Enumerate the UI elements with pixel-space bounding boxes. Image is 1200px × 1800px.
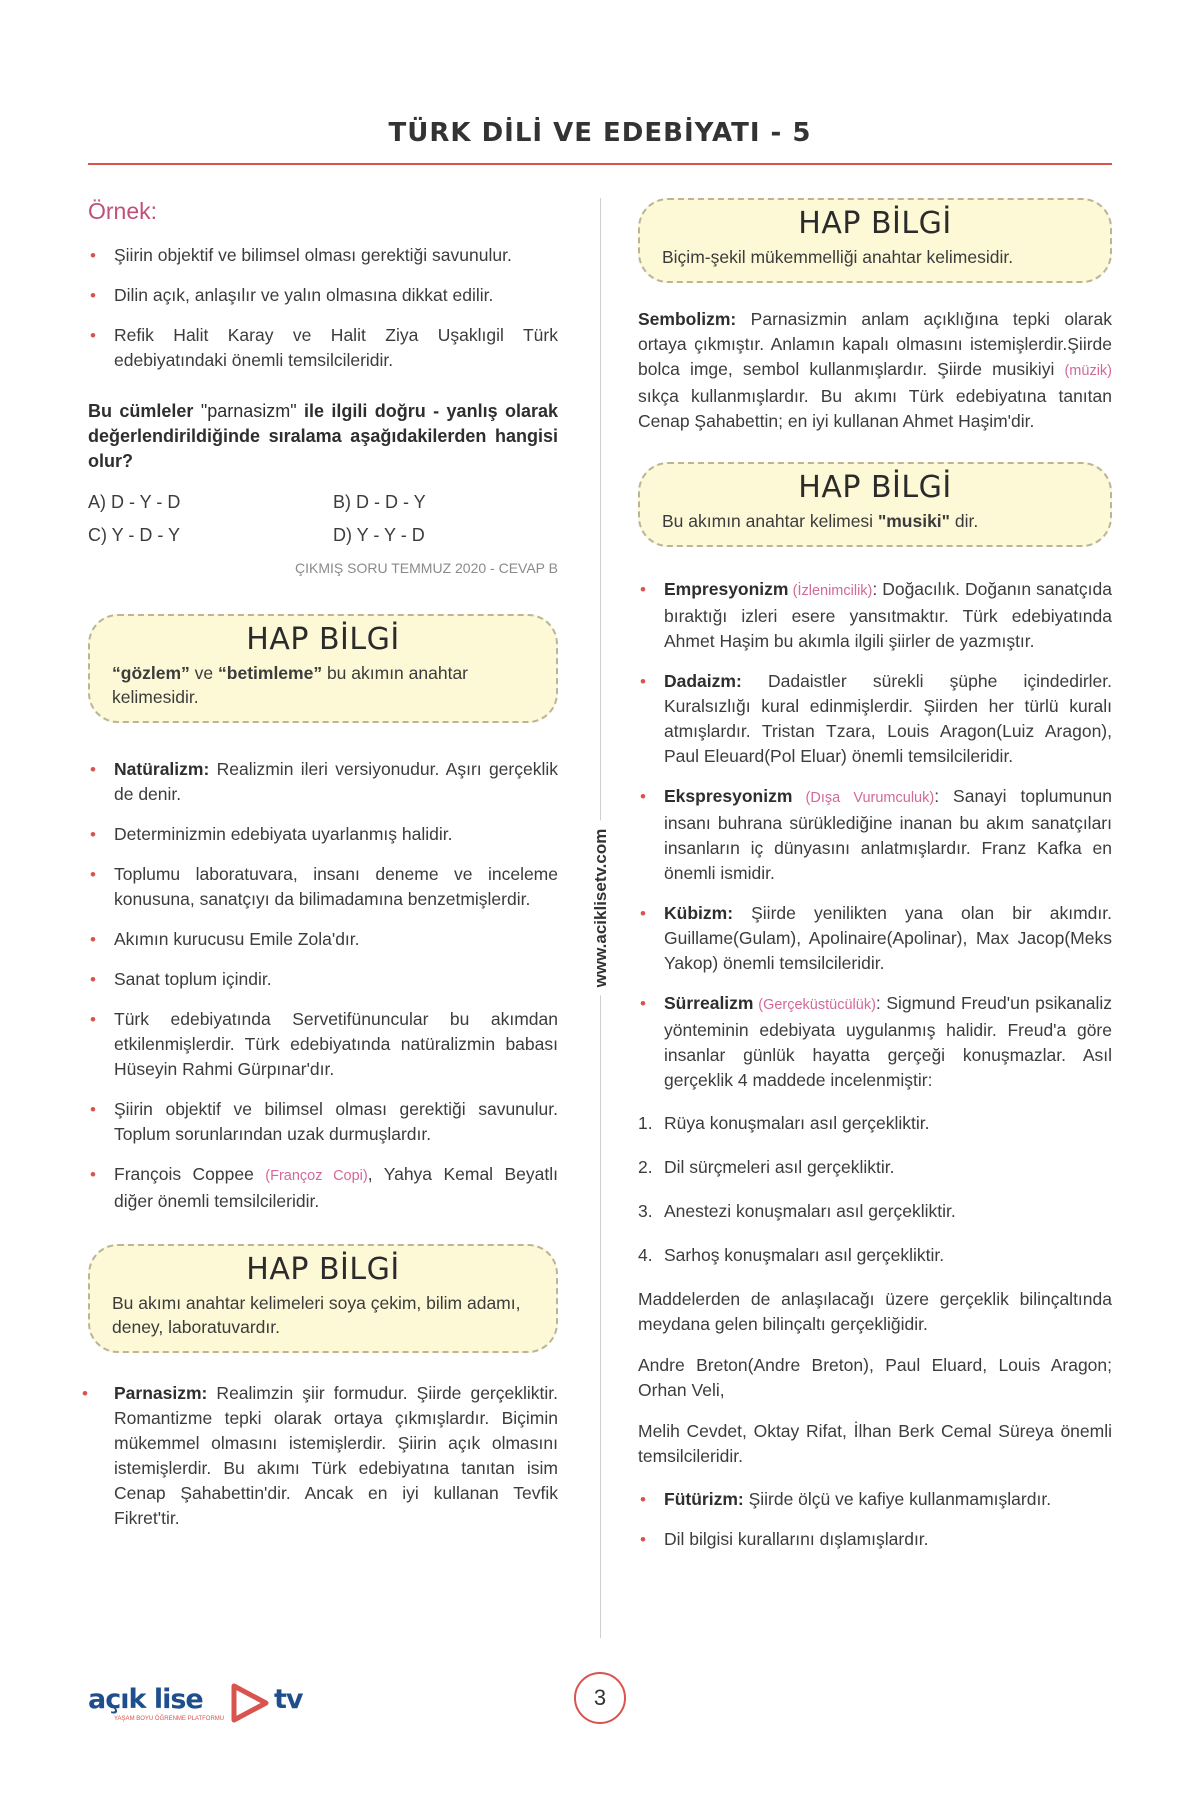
bullet-icon: •: [90, 246, 96, 265]
list-item: • Dilin açık, anlaşılır ve yalın olmasına dikkat edilir.: [88, 283, 558, 308]
logo-tagline: YAŞAM BOYU ÖĞRENME PLATFORMU: [114, 1716, 225, 1722]
bullet-icon: •: [640, 672, 646, 691]
bullet-icon: •: [90, 970, 96, 989]
bullet-icon: •: [640, 787, 646, 806]
list-item: • François Coppee (Françoz Copi), Yahya Kemal Beyatlı diğer önemli temsilcileridir.: [90, 1164, 558, 1211]
hap-bilgi-box: [88, 614, 558, 723]
naturalism-list: [88, 757, 558, 1214]
list-item: • Refik Halit Karay ve Halit Ziya Uşaklıgil Türk edebiyatındaki önemli temsilcileridir.: [90, 325, 558, 370]
page-number: 3: [574, 1672, 626, 1724]
bullet-icon: •: [90, 865, 96, 884]
title-divider: [88, 163, 1112, 165]
bullet-icon: •: [640, 1490, 646, 1509]
left-column: [82, 198, 558, 1546]
hap-bilgi-title: HAP BİLGİ: [798, 470, 952, 505]
example-list: [88, 243, 558, 373]
list-item: • Dil bilgisi kurallarını dışlamışlardır.: [638, 1527, 1112, 1552]
list-item: • Şiirin objektif ve bilimsel olması gerektiği savunulur.: [88, 243, 558, 268]
hap-bilgi-box: [638, 198, 1112, 283]
list-item: • Türk edebiyatında Servetifünuncular bu akımdan etkilenmişlerdir. Türk edebiyatında natüralizmin babası Hüseyin Rahmi Gürpınar'dır.: [90, 1009, 558, 1079]
list-item: • Kübizm: Şiirde yenilikten yana olan bir akımdır. Guillame(Gulam), Apolinaire(Apolinar), Max Jacop(Meks Yakop) önemli temsilcileridir.: [640, 903, 1112, 973]
bullet-icon: •: [90, 1010, 96, 1029]
logo-text: açık lise: [88, 1684, 203, 1715]
hap-bilgi-text: Bu akımın anahtar kelimesi "musiki" dir.: [662, 511, 979, 531]
bullet-icon: •: [90, 825, 96, 844]
option-b: B) D - D - Y: [333, 492, 426, 512]
bullet-icon: •: [640, 1530, 646, 1549]
option-d: D) Y - Y - D: [333, 525, 425, 545]
hap-bilgi-text: Bu akımı anahtar kelimeleri soya çekim, bilim adamı, deney, laboratuvardır.: [112, 1293, 521, 1337]
bullet-icon: •: [90, 1165, 96, 1184]
futurizm-list: [638, 1487, 1112, 1552]
right-column: [638, 198, 1112, 1567]
hap-bilgi-title: HAP BİLGİ: [246, 622, 400, 657]
list-item: • Parnasizm: Realimzin şiir formudur. Şiirde gerçekliktir. Romantizme tepki olarak ortaya çıkmışlardır. Biçimin mükemmel olmasını istemişlerdir. Şiirin açık olmasını istemişlerdir. Bu akımı Türk edebiyatına tanıtan isim Cenap Şahabettin'dir. Ancak en iyi kullanan Tevfik Fikret'tir.: [82, 1383, 558, 1528]
side-url[interactable]: www.aciklisetv.com: [591, 821, 611, 996]
list-item: • Fütürizm: Şiirde ölçü ve kafiye kullanmamışlardır.: [638, 1487, 1112, 1512]
list-item: • Şiirin objektif ve bilimsel olması gerektiği savunulur. Toplum sorunlarından uzak durmuşlardır.: [90, 1099, 558, 1144]
list-item: • Akımın kurucusu Emile Zola'dır.: [88, 927, 558, 952]
hap-bilgi-title: HAP BİLGİ: [246, 1252, 400, 1287]
bullet-icon: •: [640, 994, 646, 1013]
paragraph: Maddelerden de anlaşılacağı üzere gerçeklik bilinçaltında meydana gelen bilinçaltı gerçekliğidir.: [638, 1289, 1112, 1334]
bullet-icon: •: [90, 930, 96, 949]
page-title: TÜRK DİLİ VE EDEBİYATI - 5: [388, 118, 812, 148]
bullet-icon: •: [90, 326, 96, 345]
bullet-icon: •: [90, 286, 96, 305]
hap-bilgi-title: HAP BİLGİ: [798, 206, 952, 241]
hap-bilgi-box: [88, 1244, 558, 1353]
list-item: 1. Rüya konuşmaları asıl gerçekliktir.: [638, 1113, 930, 1133]
bullet-icon: •: [90, 1100, 96, 1119]
logo[interactable]: [88, 1682, 303, 1726]
akimlar-list: [638, 577, 1112, 1093]
list-item: • Sürrealizm (Gerçeküstücülük): Sigmund Freud'un psikanaliz yönteminin edebiyata uygulanmış halidir. Freud'a göre insanlar günlük hayatta gerçeği konuşmazlar. Asıl gerçeklik 4 maddede incelenmiştir:: [640, 993, 1112, 1090]
paragraph: Melih Cevdet, Oktay Rifat, İlhan Berk Cemal Süreya önemli temsilcileridir.: [638, 1421, 1112, 1466]
hap-bilgi-box: [638, 462, 1112, 547]
play-icon: [228, 1682, 272, 1724]
example-heading: Örnek:: [88, 198, 158, 224]
parnasizm-list: [82, 1381, 558, 1531]
bullet-icon: •: [640, 580, 646, 599]
list-item: 3. Anestezi konuşmaları asıl gerçekliktir.: [638, 1201, 956, 1221]
list-item: • Ekspresyonizm (Dışa Vurumculuk): Sanayi toplumunun insanı buhrana sürüklediğine inanan bu akım sanatçıları insanların iç dünyasını anlatmışlardır. Franz Kafka en önemli ismidir.: [640, 786, 1112, 883]
list-item: • Empresyonizm (İzlenimcilik): Doğacılık. Doğanın sanatçıda bıraktığı izleri esere yansıtmaktır. Türk edebiyatında Ahmet Haşim bu akımla ilgili şiirler de yazmıştır.: [640, 579, 1113, 651]
list-item: • Sanat toplum içindir.: [88, 967, 558, 992]
list-item: • Dadaizm: Dadaistler sürekli şüphe içindedirler. Kuralsızlığı kural edinmişlerdir. Şiirden her türlü kuralı atmışlardır. Tristan Tzara, Louis Aragon(Luiz Aragon), Paul Eleuard(Pol Eluar) önemli temsilcileridir.: [640, 671, 1112, 766]
option-c: C) Y - D - Y: [88, 525, 181, 545]
option-a: A) D - Y - D: [88, 492, 181, 512]
numbered-list: [638, 1111, 1112, 1268]
sembolizm-paragraph: Sembolizm: Parnasizmin anlam açıklığına tepki olarak ortaya çıkmıştır. Anlamın kapalı olmasını istemişlerdir.Şiirde bolca imge, sembol kullanmışlardır. Şiirde musikiyi (müzik) sıkça kullanmışlardır. Bu akımı Türk edebiyatına tanıtan Cenap Şahabettin; en iyi kullanan Ahmet Haşim'dir.: [638, 309, 1112, 431]
list-item: 2. Dil sürçmeleri asıl gerçekliktir.: [638, 1157, 895, 1177]
list-item: • Determinizmin edebiyata uyarlanmış halidir.: [88, 822, 558, 847]
question-text: Bu cümleler "parnasizm" ile ilgili doğru - yanlış olarak değerlendirildiğinde sıralama aşağıdakilerden hangisi olur?: [88, 401, 558, 471]
bullet-icon: •: [640, 904, 646, 923]
list-item: 4. Sarhoş konuşmaları asıl gerçekliktir.: [638, 1245, 945, 1265]
list-item: • Toplumu laboratuvara, insanı deneme ve inceleme konusuna, sanatçıyı da bilimadamına benzetmişlerdir.: [90, 864, 558, 909]
question-source: ÇIKMIŞ SORU TEMMUZ 2020 - CEVAP B: [295, 560, 558, 576]
logo-tv: tv: [274, 1684, 303, 1715]
list-item: • Natüralizm: Realizmin ileri versiyonudur. Aşırı gerçeklik de denir.: [90, 759, 558, 804]
hap-bilgi-text: “gözlem” ve “betimleme” bu akımın anahtar kelimesidir.: [112, 663, 468, 707]
bullet-icon: •: [90, 760, 96, 779]
bullet-icon: •: [82, 1384, 88, 1403]
paragraph: Andre Breton(Andre Breton), Paul Eluard, Louis Aragon; Orhan Veli,: [638, 1355, 1112, 1400]
answer-options: [88, 492, 558, 546]
hap-bilgi-text: Biçim-şekil mükemmelliği anahtar kelimesidir.: [662, 247, 1014, 267]
